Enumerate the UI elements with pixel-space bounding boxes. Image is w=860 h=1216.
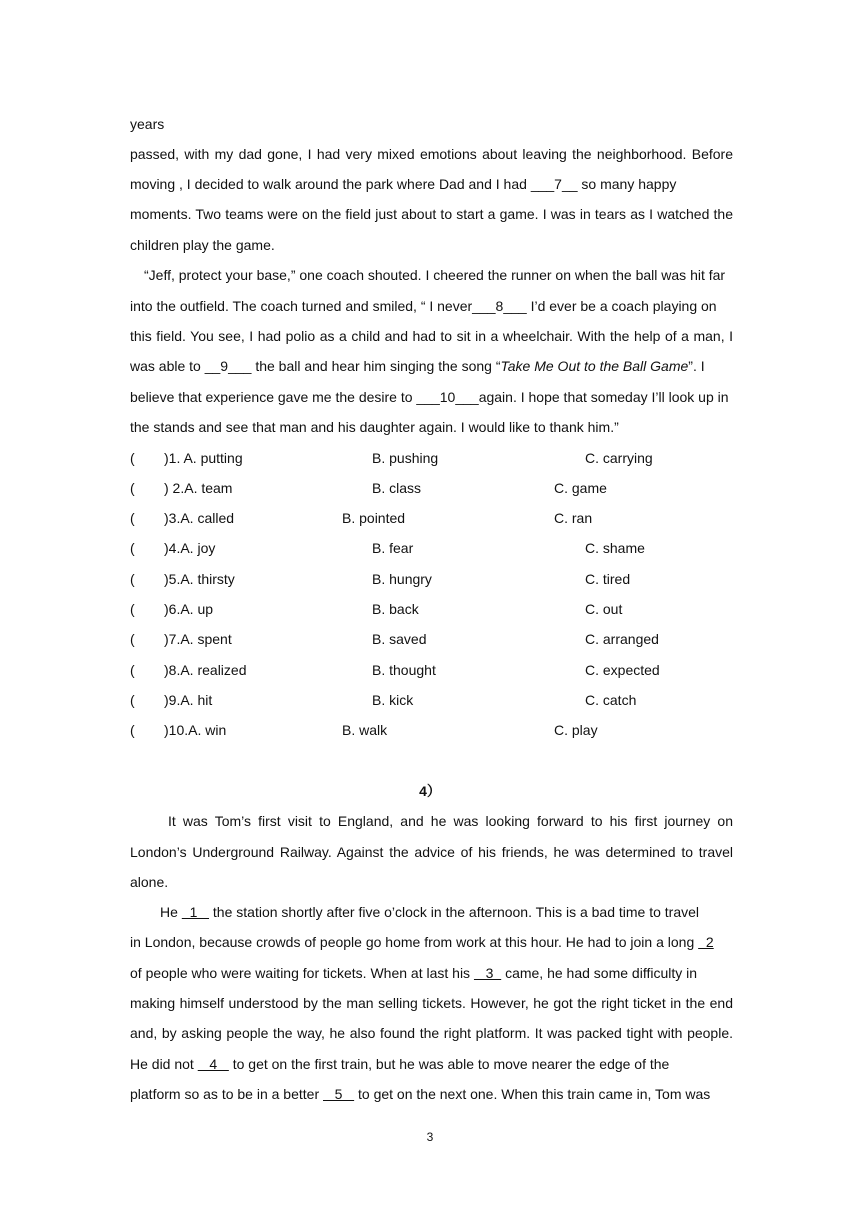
passage-line: London’s Underground Railway. Against the advice of his friends, he was determined to travel: [130, 844, 733, 860]
section-heading: 4）: [419, 783, 441, 799]
passage-line: into the outfield. The coach turned and smiled, “ I never___8___ I’d ever be a coach playing on: [130, 298, 717, 314]
blank-5: 5: [323, 1086, 355, 1102]
page-number: 3: [426, 1130, 434, 1144]
passage-line: this field. You see, I had polio as a child and had to sit in a wheelchair. With the help of a man, I: [130, 328, 733, 344]
passage-line: years: [130, 116, 165, 132]
song-title: Take Me Out to the Ball Game: [500, 358, 689, 374]
blank-3: 3: [473, 965, 502, 981]
blank-10: ___10___: [416, 389, 479, 405]
passage-line: moments. Two teams were on the field just about to start a game. I was in tears as I watched the: [130, 206, 733, 222]
passage-line: in London, because crowds of people go home from work at this hour. He had to join a long 2: [130, 934, 714, 950]
passage-line: He did not 4 to get on the first train, but he was able to move nearer the edge of the: [130, 1056, 670, 1072]
passage-line: “Jeff, protect your base,” one coach shouted. I cheered the runner on when the ball was hit far: [144, 267, 726, 283]
passage-line: moving , I decided to walk around the park where Dad and I had ___7__ so many happy: [130, 176, 677, 192]
passage-line: It was Tom’s first visit to England, and he was looking forward to his first journey on: [168, 813, 733, 829]
passage-line: of people who were waiting for tickets. When at last his 3 came, he had some difficulty in: [130, 965, 698, 981]
blank-2: 2: [698, 934, 714, 950]
passage-line: was able to __9___ the ball and hear him singing the song “Take Me Out to the Ball Game”. I: [130, 358, 705, 374]
passage-line: believe that experience gave me the desire to ___10___again. I hope that someday I’ll look up in: [130, 389, 729, 405]
blank-7: ___7__: [530, 176, 578, 192]
passage-line: children play the game.: [130, 237, 275, 253]
blank-9: __9___: [204, 358, 252, 374]
passage-line: and, by asking people the way, he also found the right platform. It was packed tight with people.: [130, 1025, 733, 1041]
passage-line: platform so as to be in a better 5 to get on the next one. When this train came in, Tom was: [130, 1086, 711, 1102]
passage-line: passed, with my dad gone, I had very mixed emotions about leaving the neighborhood. Before: [130, 146, 733, 162]
passage-line: He 1 the station shortly after five o’clock in the afternoon. This is a bad time to travel: [160, 904, 700, 920]
passage-line: alone.: [130, 874, 169, 890]
passage-line: the stands and see that man and his daughter again. I would like to thank him.”: [130, 419, 619, 435]
blank-8: ___8___: [472, 298, 527, 314]
blank-1: 1: [181, 904, 210, 920]
passage-line: making himself understood by the man selling tickets. However, he got the right ticket in the end: [130, 995, 733, 1011]
blank-4: 4: [197, 1056, 229, 1072]
